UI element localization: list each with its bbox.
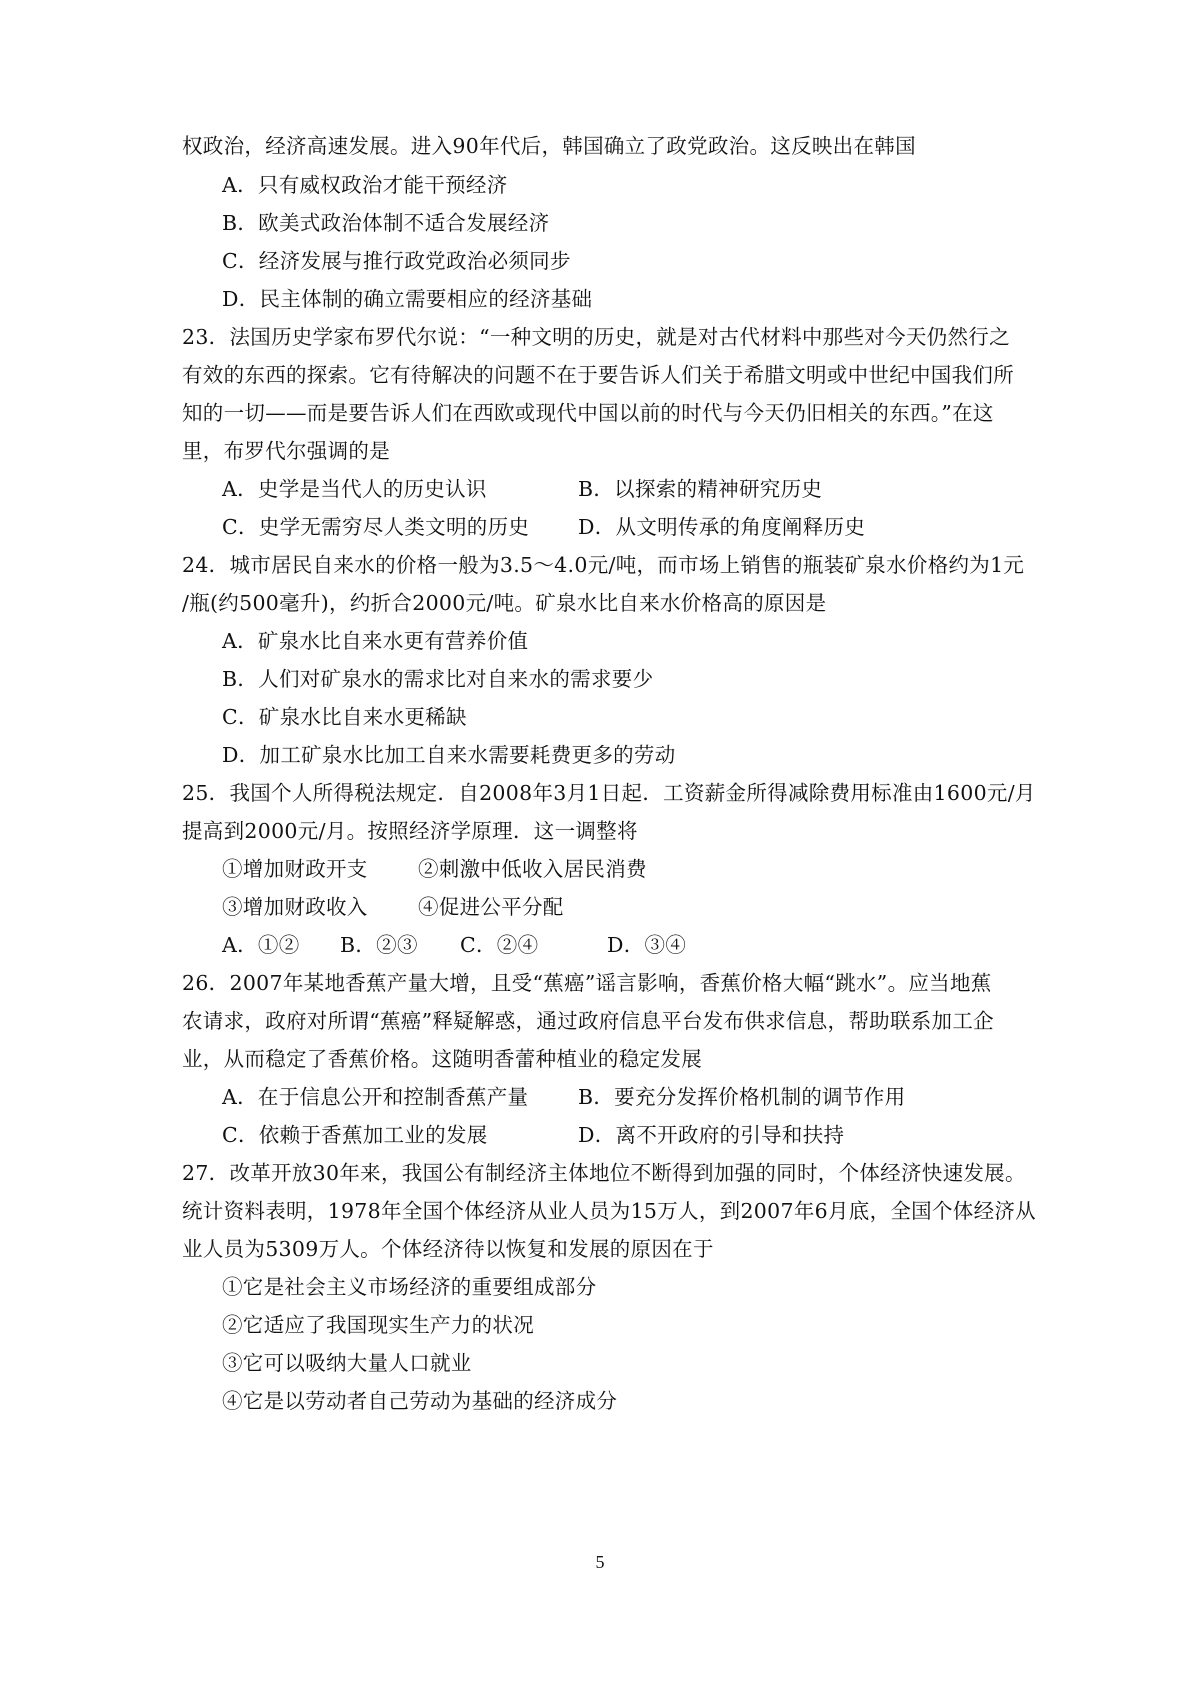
question-22-option-d: D．民主体制的确立需要相应的经济基础 [222,287,593,311]
question-24-option-d: D．加工矿泉水比加工自来水需要耗费更多的劳动 [222,743,676,767]
question-27-line-3: 业人员为5309万人。个体经济待以恢复和发展的原因在于 [182,1237,714,1261]
question-23-line-2: 有效的东西的探索。它有待解决的问题不在于要告诉人们关于希腊文明或中世纪中国我们所 [182,363,1014,387]
question-25-line-1: 25．我国个人所得税法规定．自2008年3月1日起．工资薪金所得减除费用标准由1600元/月 [182,781,1036,805]
question-22-continuation: 权政治，经济高速发展。进入90年代后，韩国确立了政党政治。这反映出在韩国 [182,134,916,158]
question-27-line-1: 27．改革开放30年来，我国公有制经济主体地位不断得到加强的同时，个体经济快速发展。 [182,1161,1026,1185]
question-27-item-3: ③它可以吸纳大量人口就业 [222,1351,472,1375]
question-25-option-c: C．②④ [460,933,539,957]
question-25-item-4: ④促进公平分配 [418,895,564,919]
question-22-option-b: B．欧美式政治体制不适合发展经济 [222,211,550,235]
question-24-line-1: 24．城市居民自来水的价格一般为3.5～4.0元/吨，而市场上销售的瓶装矿泉水价格约为1元 [182,553,1025,577]
question-26-option-a: A．在于信息公开和控制香蕉产量 [222,1085,529,1109]
question-26-option-b: B．要充分发挥价格机制的调节作用 [578,1085,906,1109]
question-24-option-b: B．人们对矿泉水的需求比对自来水的需求要少 [222,667,654,691]
question-26-option-c: C．依赖于香蕉加工业的发展 [222,1123,488,1147]
question-23-line-3: 知的一切——而是要告诉人们在西欧或现代中国以前的时代与今天仍旧相关的东西。”在这 [182,401,994,425]
question-23-option-d: D．从文明传承的角度阐释历史 [578,515,866,539]
question-27-item-4: ④它是以劳动者自己劳动为基础的经济成分 [222,1389,618,1413]
question-24-line-2: /瓶(约500毫升)，约折合2000元/吨。矿泉水比自来水价格高的原因是 [182,591,827,615]
question-26-option-d: D．离不开政府的引导和扶持 [578,1123,845,1147]
question-26-line-1: 26．2007年某地香蕉产量大增，且受“蕉癌”谣言影响，香蕉价格大幅“跳水”。应当地蕉 [182,971,992,995]
question-25-item-3: ③增加财政收入 [222,895,368,919]
question-25-option-b: B．②③ [340,933,418,957]
question-26-line-2: 农请求，政府对所谓“蕉癌”释疑解惑，通过政府信息平台发布供求信息，帮助联系加工企 [182,1009,994,1033]
question-25-option-a: A．①② [222,933,300,957]
question-24-option-c: C．矿泉水比自来水更稀缺 [222,705,467,729]
question-25-item-2: ②刺激中低收入居民消费 [418,857,647,881]
question-25-option-d: D．③④ [607,933,687,957]
question-22-option-c: C．经济发展与推行政党政治必须同步 [222,249,571,273]
question-26-line-3: 业，从而稳定了香蕉价格。这随明香蕾种植业的稳定发展 [182,1047,702,1071]
question-23-option-c: C．史学无需穷尽人类文明的历史 [222,515,530,539]
question-27-item-2: ②它适应了我国现实生产力的状况 [222,1313,534,1337]
question-24-option-a: A．矿泉水比自来水更有营养价值 [222,629,529,653]
question-23-line-4: 里，布罗代尔强调的是 [182,439,390,463]
question-23-option-b: B．以探索的精神研究历史 [578,477,823,501]
question-22-option-a: A．只有威权政治才能干预经济 [222,173,508,197]
question-25-line-2: 提高到2000元/月。按照经济学原理．这一调整将 [182,819,638,843]
page-number: 5 [595,1552,605,1572]
question-23-line-1: 23．法国历史学家布罗代尔说：“一种文明的历史，就是对古代材料中那些对今天仍然行之 [182,325,1010,349]
question-23-option-a: A．史学是当代人的历史认识 [222,477,487,501]
question-25-item-1: ①增加财政开支 [222,857,368,881]
question-27-line-2: 统计资料表明，1978年全国个体经济从业人员为15万人，到2007年6月底，全国个体经济从 [182,1199,1036,1223]
question-27-item-1: ①它是社会主义市场经济的重要组成部分 [222,1275,597,1299]
